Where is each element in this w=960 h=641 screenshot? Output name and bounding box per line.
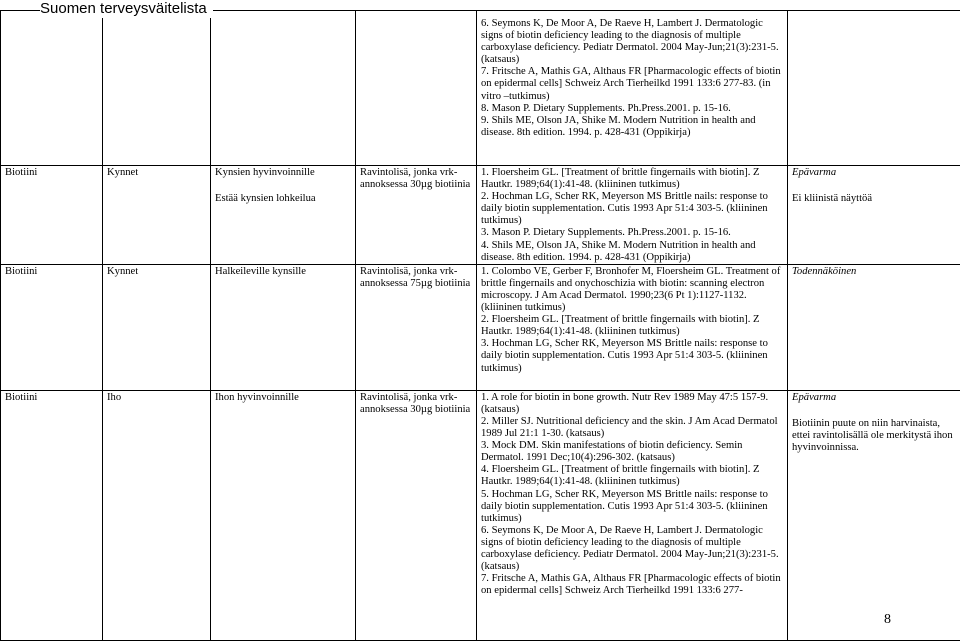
cell-substance: [1, 390, 103, 640]
cell-verdict: [788, 11, 960, 166]
cell-conditions: [356, 11, 477, 166]
claim-text: Ihon hyvinvoinnille: [215, 392, 351, 404]
cell-references: [477, 390, 788, 640]
cell-conditions: [356, 264, 477, 390]
reference-list: 1. Floersheim GL. [Treatment of brittle fingernails with biotin]. Z Hautkr. 1989;64(1):41-48. (kliininen tutkimus) 2. Hochman LG, Scher RK, Meyerson MS Brittle nails: response to daily biotin supplementation. Cutis 1993 Apr 51:4 303-5. (kliininen tutkimus) 3. Mason P. Dietary Supplements. Ph.Press.2001. p. 15-16. 4. Shils ME, Olson JA, Shike M. Modern Nutrition in health and disease. 8th edition. 1994. p. 428-431 (Oppikirja): [481, 167, 783, 264]
claim-text: Kynsien hyvinvoinnille: [215, 167, 351, 179]
cell-conditions: [356, 166, 477, 265]
page-title: Suomen terveysväitelista: [40, 0, 213, 18]
cell-substance: [1, 11, 103, 166]
cell-area: [103, 11, 211, 166]
cell-verdict: [788, 264, 960, 390]
cell-claim: [211, 166, 356, 265]
page-number: 8: [884, 612, 891, 628]
table-row: [1, 264, 960, 390]
reference-list: 1. Colombo VE, Gerber F, Bronhofer M, Floersheim GL. Treatment of brittle fingernails and onychoschizia with biotin: scanning electron microscopy. J Am Acad Dermatol. 1990;23(6 Pt 1):1127-1132. (kliininen tutkimus) 2. Floersheim GL. [Treatment of brittle fingernails with biotin]. Z Hautkr. 1989;64(1):41-48. (kliininen tutkimus) 3. Hochman LG, Scher RK, Meyerson MS Brittle nails: response to daily biotin supplementation. Cutis 1993 Apr 51:4 303-5. (kliininen tutkimus): [481, 266, 783, 375]
table-row-continuation: [1, 11, 960, 166]
comment-text: Biotiinin puute on niin harvinaista, ettei ravintolisällä ole merkitystä ihon hyvinvoinnissa.: [792, 418, 956, 454]
cell-substance: [1, 264, 103, 390]
area-text: Kynnet: [107, 266, 138, 277]
cell-substance: [1, 166, 103, 265]
conditions-text: Ravintolisä, jonka vrk-annoksessa 30µg biotiinia: [360, 167, 472, 191]
cell-claim: [211, 390, 356, 640]
cell-area: [103, 166, 211, 265]
table-row: [1, 390, 960, 640]
cell-area: [103, 264, 211, 390]
substance-text: Biotiini: [5, 167, 37, 178]
reference-list: 1. A role for biotin in bone growth. Nutr Rev 1989 May 47:5 157-9. (katsaus) 2. Miller SJ. Nutritional deficiency and the skin. J Am Acad Dermatol 1989 Jul 21:1 1-30. (katsaus) 3. Mock DM. Skin manifestations of biotin deficiency. Semin Dermatol. 1991 Dec;10(4):296-302. (katsaus) 4. Floersheim GL. [Treatment of brittle fingernails with biotin]. Z Hautkr. 1989;64(1):41-48. (kliininen tutkimus) 5. Hochman LG, Scher RK, Meyerson MS Brittle nails: response to daily biotin supplementation. Cutis 1993 Apr 51:4 303-5. (kliininen tutkimus) 6. Seymons K, De Moor A, De Raeve H, Lambert J. Dermatologic signs of biotin deficiency leading to the diagnosis of multiple carboxylase deficiency. Pediatr Dermatol. 2004 May-Jun;21(3):231-5. (katsaus) 7. Fritsche A, Mathis GA, Althaus FR [Pharmacologic effects of biotin on epidermal cells] Schweiz Arch Tierheilkd 1991 133:6 277-: [481, 392, 783, 598]
substance-text: Biotiini: [5, 266, 37, 277]
reference-list: 6. Seymons K, De Moor A, De Raeve H, Lambert J. Dermatologic signs of biotin deficiency leading to the diagnosis of multiple carboxylase deficiency. Pediatr Dermatol. 2004 May-Jun;21(3):231-5. (katsaus) 7. Fritsche A, Mathis GA, Althaus FR [Pharmacologic effects of biotin on epidermal cells] Schweiz Arch Tierheilkd 1991 133:6 277-83. (in vitro –tutkimus) 8. Mason P. Dietary Supplements. Ph.Press.2001. p. 15-16. 9. Shils ME, Olson JA, Shike M. Modern Nutrition in health and disease. 8th edition. 1994. p. 428-431 (Oppikirja): [481, 18, 783, 139]
substance-text: Biotiini: [5, 392, 37, 403]
area-text: Kynnet: [107, 167, 138, 178]
cell-claim: [211, 11, 356, 166]
table-row: [1, 166, 960, 265]
cell-references: [477, 264, 788, 390]
conditions-text: Ravintolisä, jonka vrk-annoksessa 30µg biotiinia: [360, 392, 472, 416]
cell-area: [103, 390, 211, 640]
claims-table: [0, 10, 960, 641]
verdict-text: Epävarma: [792, 392, 956, 404]
comment-text: Ei kliinistä näyttöä: [792, 193, 956, 205]
cell-claim: [211, 264, 356, 390]
cell-verdict: [788, 390, 960, 640]
conditions-text: Ravintolisä, jonka vrk-annoksessa 75µg biotiinia: [360, 266, 472, 290]
cell-references: [477, 11, 788, 166]
area-text: Iho: [107, 392, 121, 403]
claim-secondary-text: Estää kynsien lohkeilua: [215, 193, 351, 205]
cell-references: [477, 166, 788, 265]
verdict-text: Epävarma: [792, 167, 956, 179]
cell-conditions: [356, 390, 477, 640]
verdict-text: Todennäköinen: [792, 266, 956, 278]
claim-text: Halkeileville kynsille: [215, 266, 351, 278]
cell-verdict: [788, 166, 960, 265]
